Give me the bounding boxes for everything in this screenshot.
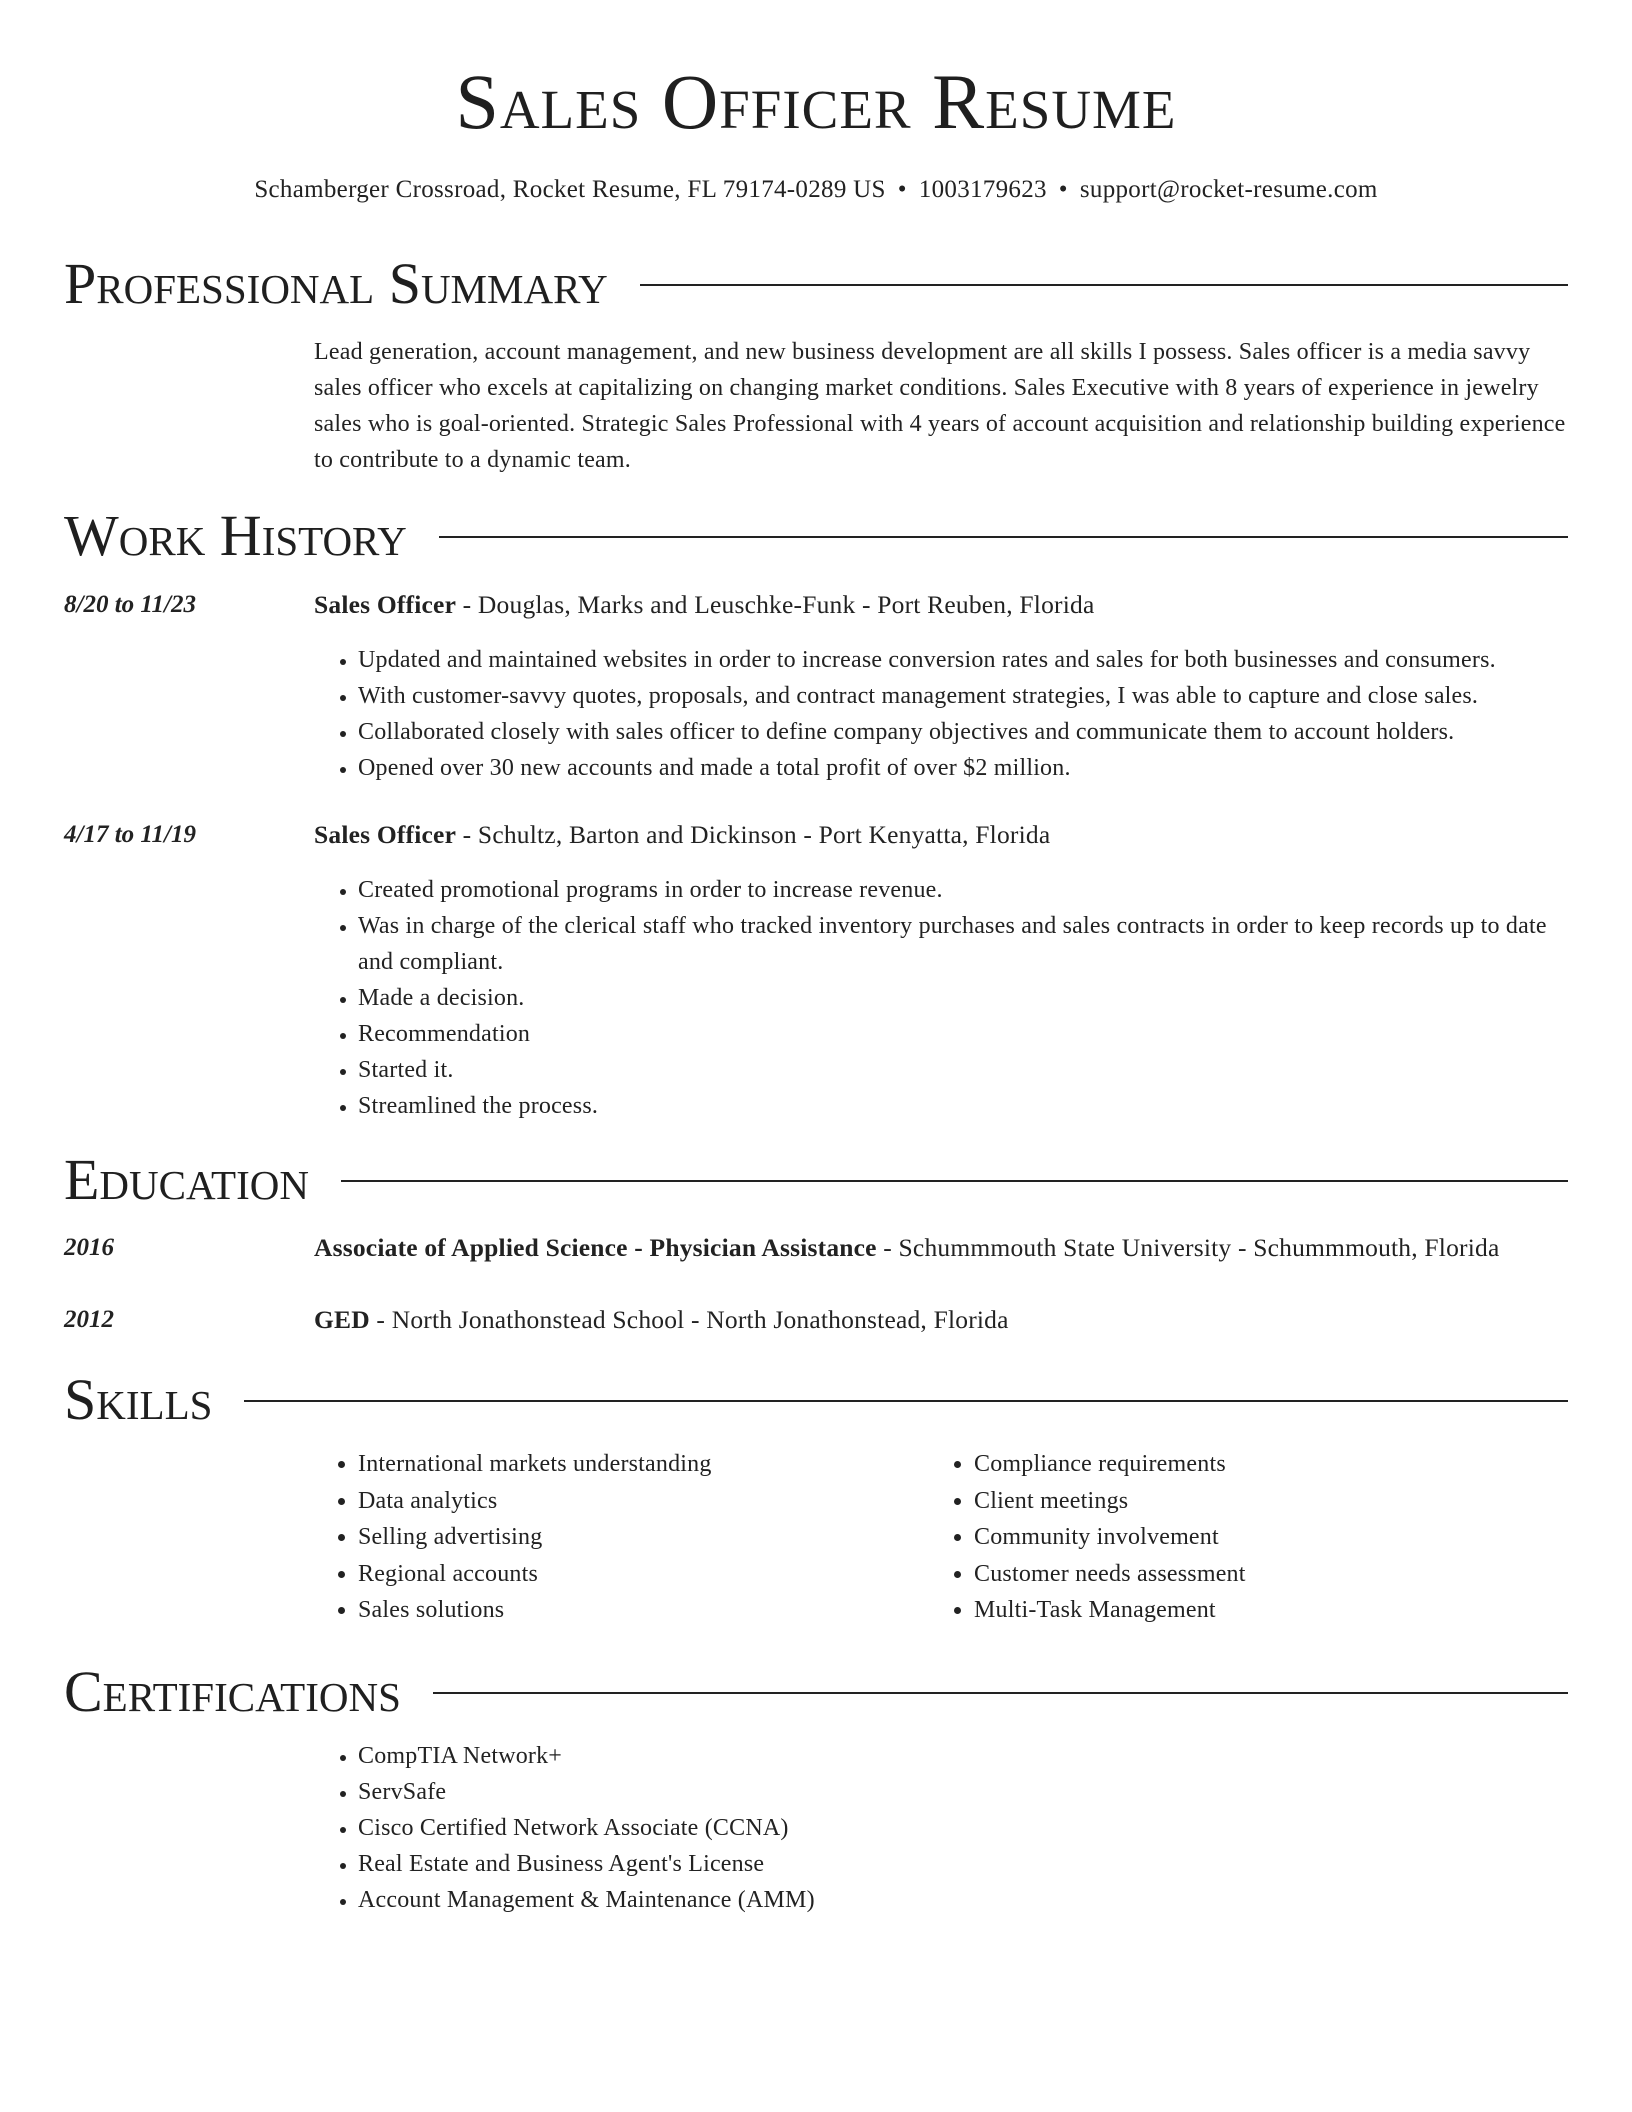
phone: 1003179623 (918, 176, 1047, 203)
list-item: • Updated and maintained websites in order to increase conversion rates and sales for both businesses and consumers. (358, 642, 1568, 678)
education-heading: Education (64, 1147, 309, 1212)
work-heading: Work History (64, 503, 407, 568)
skills-list-right (930, 1446, 1568, 1629)
summary-text: Lead generation, account management, and new business development are all skills I possess. Sales officer is a media savvy sales officer who excels at capitalizing on changing market conditions. Sales Executive with 8 years of experience in jewelry sales who is goal-oriented. Strategic Sales Professional with 4 years of account acquisition and relationship building experience to contribute to a dynamic team. (314, 339, 1566, 473)
list-item: • Started it. (358, 1052, 1568, 1088)
job-dates: 4/17 to 11/19 (64, 821, 196, 848)
list-item: • Made a decision. (358, 980, 1568, 1016)
degree: GED (314, 1305, 370, 1334)
skill-item: • Regional accounts (358, 1556, 926, 1593)
work-section-header (64, 504, 1568, 568)
job-title: Sales Officer (314, 820, 457, 849)
skill-item: • International markets understanding (358, 1446, 926, 1483)
job-company: - Schultz, Barton and Dickinson - Port Kenyatta, Florida (456, 820, 1051, 849)
list-item: • Was in charge of the clerical staff who tracked inventory purchases and sales contracts in order to keep records up to date and compliant. (358, 908, 1568, 980)
certification-item: • CompTIA Network+ (358, 1738, 1568, 1774)
job-heading (314, 817, 1568, 853)
education-entry (314, 1302, 1568, 1338)
list-item: • Recommendation (358, 1016, 1568, 1052)
contact-separator: • (897, 176, 907, 203)
certifications-list (314, 1738, 1568, 1918)
school: - North Jonathonstead School - North Jonathonstead, Florida (369, 1305, 1009, 1334)
list-item: • Opened over 30 new accounts and made a total profit of over $2 million. (358, 750, 1568, 786)
skill-item: • Multi-Task Management (974, 1592, 1568, 1629)
certifications-section-header (64, 1660, 1568, 1724)
certifications-heading: Certifications (64, 1659, 401, 1724)
skill-item: • Client meetings (974, 1483, 1568, 1520)
page-title: Sales Officer Resume (455, 58, 1177, 145)
skills-section-header (64, 1368, 1568, 1432)
job-bullets (314, 642, 1568, 786)
list-item: • Created promotional programs in order to increase revenue. (358, 872, 1568, 908)
skill-item: • Compliance requirements (974, 1446, 1568, 1483)
job-title: Sales Officer (314, 590, 457, 619)
skills-list-left (314, 1446, 926, 1629)
skill-item: • Data analytics (358, 1483, 926, 1520)
certification-item: • Cisco Certified Network Associate (CCNA) (358, 1810, 1568, 1846)
education-year: 2012 (64, 1306, 114, 1333)
contact-line (64, 172, 1568, 208)
skill-item: • Community involvement (974, 1519, 1568, 1556)
list-item: • With customer-savvy quotes, proposals, and contract management strategies, I was able to capture and close sales. (358, 678, 1568, 714)
section-divider (433, 1692, 1568, 1694)
education-entry (314, 1230, 1568, 1266)
section-divider (244, 1400, 1568, 1402)
skill-item: • Sales solutions (358, 1592, 926, 1629)
list-item: • Collaborated closely with sales officer to define company objectives and communicate them to account holders. (358, 714, 1568, 750)
list-item: • Streamlined the process. (358, 1088, 1568, 1124)
email: support@rocket-resume.com (1079, 176, 1378, 203)
skills-heading: Skills (64, 1367, 213, 1432)
skill-item: • Customer needs assessment (974, 1556, 1568, 1593)
section-divider (439, 536, 1568, 538)
education-year: 2016 (64, 1234, 114, 1261)
education-section-header (64, 1148, 1568, 1212)
job-dates: 8/20 to 11/23 (64, 591, 196, 618)
certification-item: • Account Management & Maintenance (AMM) (358, 1882, 1568, 1918)
school: - Schummmouth State University - Schummmouth, Florida (876, 1233, 1500, 1262)
certification-item: • Real Estate and Business Agent's License (358, 1846, 1568, 1882)
job-heading (314, 587, 1568, 623)
summary-heading: Professional Summary (64, 251, 608, 316)
skill-item: • Selling advertising (358, 1519, 926, 1556)
job-company: - Douglas, Marks and Leuschke-Funk - Port Reuben, Florida (456, 590, 1095, 619)
certification-item: • ServSafe (358, 1774, 1568, 1810)
section-divider (640, 284, 1568, 286)
contact-separator: • (1058, 176, 1068, 203)
degree: Associate of Applied Science - Physician Assistance (314, 1233, 877, 1262)
summary-section-header (64, 252, 1568, 316)
address: Schamberger Crossroad, Rocket Resume, FL 79174-0289 US (254, 176, 886, 203)
job-bullets (314, 872, 1568, 1124)
section-divider (341, 1180, 1568, 1182)
